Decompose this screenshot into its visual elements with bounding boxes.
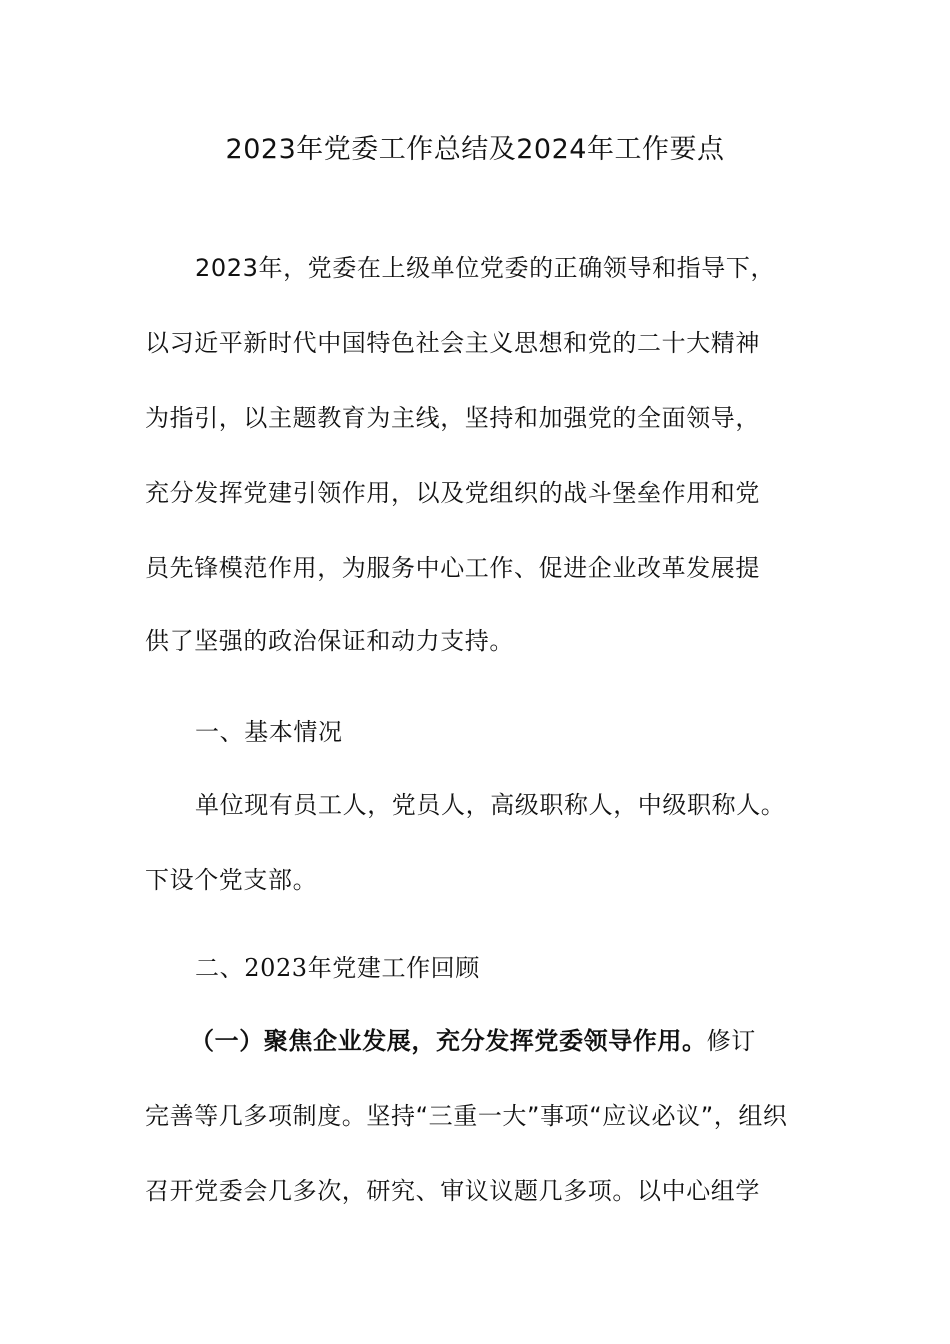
section2-sub1-bold: （一）聚焦企业发展，充分发挥党委领导作用。: [190, 1027, 707, 1055]
section2-line-1: 完善等几多项制度。坚持“三重一大”事项“应议必议”，组织: [145, 1102, 788, 1130]
section2-heading-suffix: 年党建工作回顾: [307, 954, 480, 982]
intro-line-4: 充分发挥党建引领作用，以及党组织的战斗堡垒作用和党: [145, 479, 760, 507]
section2-line-2: 召开党委会几多次，研究、审议议题几多项。以中心组学: [145, 1177, 760, 1205]
intro-line-1: 2023年，党委在上级单位党委的正确领导和指导下，: [195, 254, 776, 282]
intro-line-3: 为指引，以主题教育为主线，坚持和加强党的全面领导，: [145, 404, 760, 432]
document-title: 2023年党委工作总结及2024年工作要点: [225, 134, 725, 165]
intro-line-6: 供了坚强的政治保证和动力支持。: [145, 627, 514, 655]
section1-heading: 一、基本情况: [195, 718, 343, 746]
section2-heading-year: 2023: [244, 954, 308, 982]
section2-heading-prefix: 二、: [195, 954, 245, 982]
section2-heading: [195, 948, 875, 988]
section1-line-1: 单位现有员工人，党员人，高级职称人，中级职称人。: [195, 791, 786, 819]
intro-line-5: 员先锋模范作用，为服务中心工作、促进企业改革发展提: [145, 554, 760, 582]
section2-sub1-line: [190, 1021, 870, 1061]
section2-sub1-rest: 修订: [706, 1027, 756, 1055]
section1-line-2: 下设个党支部。: [145, 866, 318, 894]
intro-line-2: 以习近平新时代中国特色社会主义思想和党的二十大精神: [145, 329, 760, 357]
